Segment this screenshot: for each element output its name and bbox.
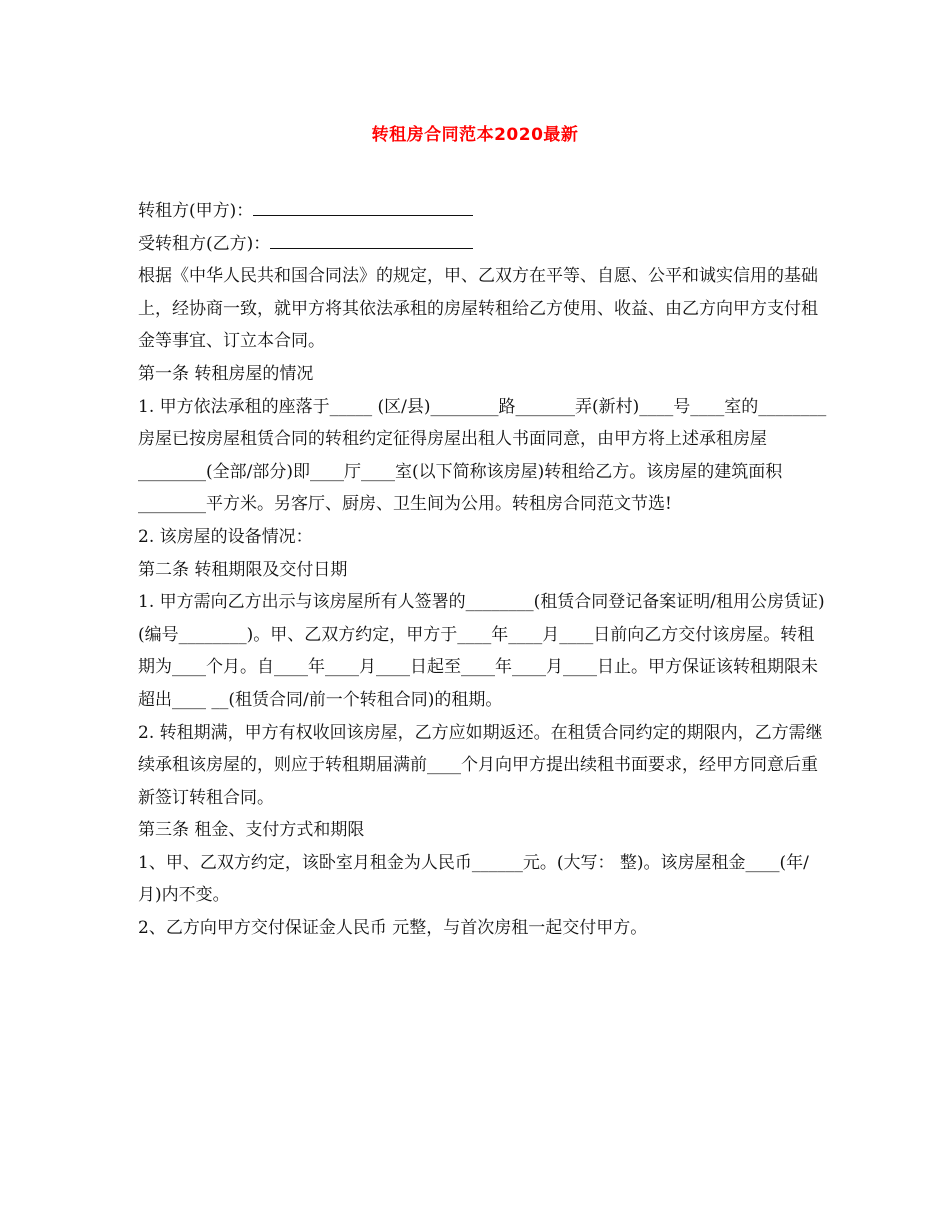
document-title: 转租房合同范本2020最新 xyxy=(371,125,579,145)
article-2-clause-1: 1. 甲方需向乙方出示与该房屋所有人签署的________(租赁合同登记备案证明/租用公房赁证)(编号________)。甲、乙双方约定，甲方于____年____月____日前向乙方交付该房屋。转租期为____个月。自____年____月____日起至____年____月____日止。甲方保证该转租期限未超出____ __(租赁合同/前一个转租合同)的租期。 xyxy=(138,592,825,710)
article-1-heading: 第一条 转租房屋的情况 xyxy=(138,363,314,384)
preamble-paragraph: 根据《中华人民共和国合同法》的规定，甲、乙双方在平等、自愿、公平和诚实信用的基础上，经协商一致，就甲方将其依法承租的房屋转租给乙方使用、收益、由乙方向甲方支付租金等事宜、订立本合同。 xyxy=(138,266,818,352)
article-1-clause-2: 2. 该房屋的设备情况： xyxy=(138,526,313,547)
party-a-line xyxy=(138,195,828,228)
party-b-label: 受转租方(乙方)： xyxy=(138,233,271,254)
party-b-blank xyxy=(270,231,473,249)
article-1-clause-1: 1. 甲方依法承租的座落于_____ (区/县)________路_______弄(新村)____号____室的________房屋已按房屋租赁合同的转租约定征得房屋出租人书面同意，由甲方将上述承租房屋________(全部/部分)即____厅____室(以下简称该房屋)转租给乙方。该房屋的建筑面积________平方米。另客厅、厨房、卫生间为公用。转租房合同范文节选! xyxy=(138,396,827,515)
article-2-clause-2: 2. 转租期满，甲方有权收回该房屋，乙方应如期返还。在租赁合同约定的期限内，乙方需继续承租该房屋的，则应于转租期届满前____个月向甲方提出续租书面要求，经甲方同意后重新签订转租合同。 xyxy=(138,722,823,808)
document-body xyxy=(138,195,828,945)
party-a-blank xyxy=(253,198,473,216)
article-3-clause-2: 2、乙方向甲方交付保证金人民币 元整，与首次房租一起交付甲方。 xyxy=(138,918,648,939)
article-3-clause-1: 1、甲、乙双方约定，该卧室月租金为人民币______元。(大写： 整)。该房屋租金____(年/月)内不变。 xyxy=(138,852,809,906)
party-a-label: 转租方(甲方)： xyxy=(138,201,254,221)
party-b-line xyxy=(138,228,828,261)
article-3-heading: 第三条 租金、支付方式和期限 xyxy=(138,820,365,841)
article-2-heading: 第二条 转租期限及交付日期 xyxy=(138,559,348,580)
